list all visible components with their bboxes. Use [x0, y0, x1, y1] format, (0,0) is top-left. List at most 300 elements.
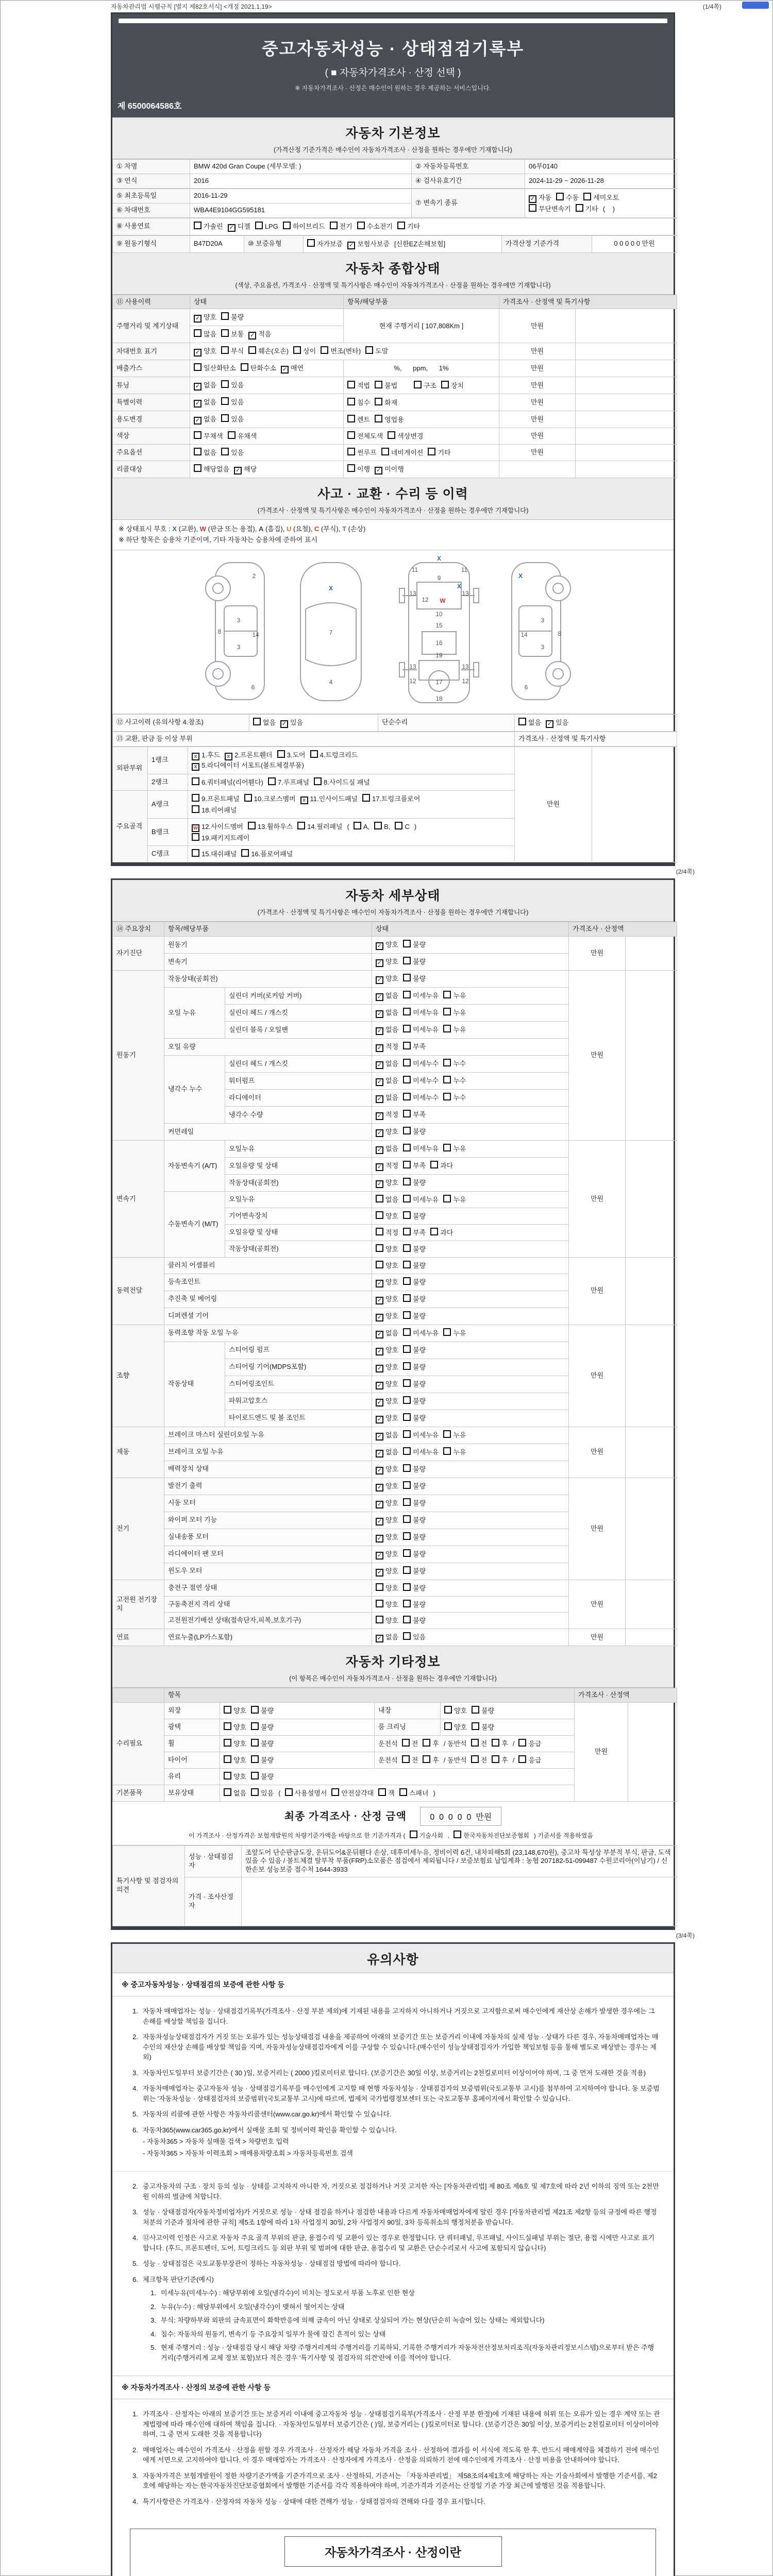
checkbox-unchecked[interactable]: 부식 [221, 346, 244, 356]
t-overall [112, 295, 677, 479]
checkbox-box-icon [403, 1464, 411, 1472]
checkbox-unchecked[interactable]: 3.도어 [277, 750, 306, 760]
inline-text: 운전석 [378, 1739, 398, 1748]
checkbox-checked[interactable]: ✓ 없음 [376, 1009, 398, 1018]
caution-list-c [112, 2399, 674, 2519]
checkbox-unchecked[interactable]: 없음 [518, 718, 541, 727]
checkbox-box-icon [518, 718, 526, 725]
checkbox-checked[interactable]: ✓ 적정 [376, 1162, 398, 1171]
note-number: 4. [132, 2497, 138, 2505]
checkbox-unchecked[interactable]: 전기 [330, 222, 352, 231]
checkbox-checked[interactable]: ✓ 없음 [376, 1026, 398, 1035]
checkbox-unchecked[interactable]: 기타 [576, 204, 598, 214]
checkbox-unchecked[interactable]: 영업용 [375, 415, 404, 425]
checkbox-box-icon [347, 381, 355, 388]
checkbox-unchecked[interactable]: 미세누유 [403, 1195, 439, 1205]
checkbox-unchecked[interactable]: 미세누수 [403, 1076, 439, 1086]
checkbox-unchecked[interactable]: 불량 [403, 1566, 426, 1576]
checkbox-checked[interactable]: ✓ 양호 [376, 1414, 398, 1423]
checkbox-unchecked[interactable]: 없음 [194, 448, 216, 457]
checkbox-unchecked[interactable]: 불량 [403, 1616, 426, 1625]
checkbox-unchecked[interactable]: 불량 [403, 1515, 426, 1525]
checkbox-checked[interactable]: ✓ 양호 [376, 1567, 398, 1577]
cell [372, 1158, 569, 1175]
cell: 파워고압호스 [225, 1393, 372, 1410]
checkbox-box-icon [251, 1706, 259, 1714]
checkbox-checked[interactable]: ✓ 적정 [376, 1043, 398, 1052]
checkbox-unchecked[interactable]: 이행 [347, 464, 370, 474]
cell [190, 360, 344, 377]
checkbox-checked[interactable]: ✓ 없음 [376, 1329, 398, 1338]
checkbox-unchecked[interactable]: 19.패키지트레이 [192, 833, 249, 843]
checkbox-checked[interactable]: ✓ 없음 [376, 1633, 398, 1642]
checkbox-unchecked[interactable]: 누유 [443, 1008, 466, 1018]
cell [188, 747, 515, 774]
checkbox-unchecked[interactable]: 하이브리드 [283, 222, 325, 231]
checkbox-unchecked[interactable]: 미세누유 [403, 1447, 439, 1457]
checkbox-unchecked[interactable]: 없음 [253, 718, 276, 727]
checkbox-unchecked[interactable]: 응급 [518, 1739, 541, 1749]
checkbox-box-icon [365, 346, 373, 354]
checkbox-box-icon [397, 222, 405, 229]
cell: 실린더 커버(로커암 커버) [225, 988, 372, 1005]
checkbox-unchecked[interactable]: 수소전기 [357, 222, 393, 231]
top-right-blue-badge[interactable] [742, 2, 769, 9]
checkbox-checked[interactable]: ✓ 양호 [376, 1516, 398, 1526]
checkbox-unchecked[interactable]: 후 [492, 1739, 508, 1749]
checkbox-unchecked[interactable]: 불량 [472, 1722, 494, 1732]
checkbox-unchecked[interactable]: 스패너 [399, 1788, 429, 1798]
checkbox-unchecked[interactable]: 응급 [518, 1755, 541, 1765]
checkbox-unchecked[interactable]: 유채색 [228, 431, 257, 441]
checkbox-checked[interactable]: ✓ 적정 [376, 1111, 398, 1120]
cell: 고전원전기배선 상태(접속단자,피복,보호기구) [164, 1613, 372, 1629]
checkbox-unchecked[interactable]: 있음 [221, 397, 244, 407]
checkbox-unchecked[interactable]: 과다 [430, 1161, 453, 1171]
checkbox-box-icon [403, 1481, 411, 1489]
checkbox-unchecked[interactable]: 후 [492, 1755, 508, 1765]
title-band-bar [119, 19, 667, 23]
final-price-band [112, 1802, 674, 1845]
checkbox-unchecked[interactable]: 양호 [224, 1739, 246, 1749]
cell [190, 445, 344, 461]
checkbox-checked[interactable]: ✓ 양호 [376, 975, 398, 984]
t-special [112, 1845, 677, 1927]
checkbox-unchecked[interactable]: 해당없음 [194, 464, 229, 474]
checkbox-unchecked[interactable]: 양호 [376, 1261, 398, 1270]
checkbox-box-icon [529, 204, 536, 212]
cell: 유리 [164, 1768, 220, 1785]
checkbox-checked[interactable]: ✓ 없음 [194, 381, 216, 391]
checkbox-unchecked[interactable]: 장치 [441, 381, 464, 391]
cell [372, 954, 569, 971]
checkbox-unchecked[interactable]: 8.사이드실 패널 [314, 777, 370, 787]
checkbox-checked[interactable]: x 11.인사이드패널 [300, 795, 358, 804]
checkbox-unchecked[interactable]: 미세누유 [403, 1025, 439, 1035]
checkbox-unchecked[interactable]: 세미오토 [583, 193, 619, 202]
diagram-label: W [439, 597, 446, 604]
checkbox-unchecked[interactable]: 안전삼각대 [331, 1788, 374, 1798]
checkbox-checked[interactable]: ✓ 미이행 [375, 465, 404, 474]
checkbox-checked[interactable]: x 2.프론트휀더 [225, 751, 273, 760]
checkbox-unchecked[interactable]: 13.휠하우스 [248, 822, 293, 832]
checkbox-unchecked[interactable]: 6.쿼터패널(리어휀다) [192, 777, 263, 787]
checkbox-box-icon [443, 1025, 451, 1032]
cell: 충전구 절연 상태 [164, 1580, 372, 1596]
note-number: 3. [132, 2208, 138, 2216]
cell: 커먼레일 [164, 1124, 372, 1141]
exchange-header-row [112, 732, 674, 747]
cell: 가격조사 · 산정액 및 특기사항 [515, 732, 677, 746]
cell [372, 1090, 569, 1107]
checkbox-unchecked[interactable]: 네비게이션 [381, 448, 424, 457]
checkbox-unchecked[interactable]: 무단변속기 [529, 204, 571, 214]
checkbox-unchecked[interactable]: 불량 [403, 1481, 426, 1491]
cell [242, 1877, 677, 1926]
checkbox-unchecked[interactable]: 썬루프 [347, 448, 377, 457]
checkbox-unchecked[interactable]: 불량 [251, 1706, 274, 1716]
checkbox-checked[interactable]: ✓ 양호 [376, 1397, 398, 1406]
checkbox-unchecked[interactable]: B, [374, 822, 390, 832]
checkbox-unchecked[interactable]: 양호 [224, 1755, 246, 1765]
checkbox-checked[interactable]: ✓ 양호 [194, 313, 216, 323]
checkbox-unchecked[interactable]: 불량 [403, 957, 426, 967]
cell: 제동 [113, 1427, 164, 1478]
checkbox-checked[interactable]: ✓ 매연 [281, 364, 304, 374]
checkbox-unchecked[interactable]: A, [354, 822, 369, 832]
cell: 동력조향 작동 오일 누유 [164, 1325, 372, 1342]
checkbox-unchecked[interactable]: 색상변경 [388, 431, 423, 441]
cell [626, 971, 677, 1141]
checkbox-checked[interactable]: x 5.라디에이터 서포트(볼트체결부품) [192, 761, 304, 771]
checkbox-box-icon [321, 346, 328, 354]
checkbox-unchecked[interactable]: 적정 [376, 1228, 398, 1238]
checkbox-unchecked[interactable]: 불량 [403, 1178, 426, 1188]
cell: 실린더 블록 / 오일팬 [225, 1022, 372, 1039]
note-sub-number: 2. [150, 2302, 156, 2311]
checkbox-unchecked[interactable]: 기타 [428, 448, 450, 457]
checkbox-checked[interactable]: ✓ 양호 [376, 1363, 398, 1372]
car-diagram-svg [130, 553, 656, 708]
checkbox-unchecked[interactable]: 불량 [403, 1549, 426, 1559]
checkbox-unchecked[interactable]: 양호 [376, 1583, 398, 1593]
cell [344, 428, 499, 445]
checkbox-unchecked[interactable]: 불량 [403, 1211, 426, 1221]
checkbox-checked[interactable]: ✓ 없음 [376, 992, 398, 1001]
checkbox-box-icon: ✓ [376, 1365, 383, 1372]
panel-rank-table [112, 747, 674, 863]
mark-legend-line2: ※ 하단 항목은 승용차 기준이며, 기타 자동차는 승용차에 준하여 표시 [119, 536, 318, 544]
checkbox-unchecked[interactable]: 자가보증 [307, 239, 343, 249]
page-1 [111, 12, 675, 866]
checkbox-unchecked[interactable]: 14.필러패널 [297, 822, 342, 832]
checkbox-checked[interactable]: ✓ 양호 [376, 1179, 398, 1188]
checkbox-box-icon [471, 1755, 479, 1763]
checkbox-unchecked[interactable]: 누유 [443, 991, 466, 1001]
checkbox-unchecked[interactable]: 미세누유 [403, 1144, 439, 1154]
note-text: 자동차 매매업자는 성능 · 상태점검기록부(가격조사 · 산정 부분 제외)에 기재된 내용을 고지하지 아니하거나 거짓으로 고지함으로써 매수인에게 재산상 손해가 발생한 경우에는 그 손해를 배상할 책임을 집니다. [143, 2007, 655, 2025]
checkbox-box-icon: ✓ [376, 1635, 383, 1642]
checkbox-unchecked[interactable]: 잭 [378, 1788, 395, 1798]
detail-state-table [112, 922, 674, 1646]
cell: 만원 [569, 1427, 626, 1478]
checkbox-checked[interactable]: ✓ 양호 [194, 347, 216, 357]
checkbox-unchecked[interactable]: 18.리어패널 [192, 805, 237, 815]
checkbox-checked[interactable]: w 12.사이드멤버 [192, 823, 243, 832]
checkbox-unchecked[interactable]: 불량 [221, 312, 244, 322]
checkbox-checked[interactable]: ✓ 양호 [376, 1295, 398, 1304]
checkbox-unchecked[interactable]: 7.루프패널 [268, 777, 309, 787]
checkbox-unchecked[interactable]: 불량 [403, 1464, 426, 1474]
checkbox-unchecked[interactable]: 화재 [375, 398, 397, 408]
checkbox-unchecked[interactable]: 양호 [444, 1706, 467, 1716]
checkbox-checked[interactable]: ✓ 양호 [376, 1482, 398, 1492]
section-accident-title: 사고 · 교환 · 수리 등 이력 [317, 487, 468, 502]
cell [576, 394, 677, 411]
checkbox-unchecked[interactable]: 부족 [403, 1228, 426, 1238]
checkbox-checked[interactable]: ✓ 양호 [376, 1533, 398, 1543]
checkbox-checked[interactable]: ✓ 없음 [376, 1145, 398, 1154]
checkbox-checked[interactable]: ✓ 적음 [248, 330, 271, 340]
checkbox-unchecked[interactable]: 전 [471, 1739, 488, 1749]
checkbox-unchecked[interactable]: 일산화탄소 [194, 363, 236, 373]
checkbox-checked[interactable]: ✓ 양호 [376, 1380, 398, 1389]
cell: 2024-11-29 ~ 2026-11-28 [525, 174, 677, 188]
checkbox-unchecked[interactable]: 불법 [375, 381, 397, 391]
checkbox-box-icon [423, 1755, 430, 1763]
checkbox-unchecked[interactable]: 양호 [376, 1244, 398, 1254]
page-gap-2 [0, 1930, 773, 1942]
inline-text: / [512, 1756, 515, 1764]
checkbox-unchecked[interactable]: 미세누유 [403, 1328, 439, 1338]
checkbox-unchecked[interactable]: 미세누유 [403, 991, 439, 1001]
checkbox-box-icon [228, 431, 236, 439]
checkbox-box-icon [347, 431, 355, 439]
checkbox-unchecked[interactable]: LPG [255, 222, 278, 231]
checkbox-unchecked[interactable]: 불량 [403, 1498, 426, 1508]
checkbox-unchecked[interactable]: 불량 [403, 1396, 426, 1406]
note-item [126, 2409, 660, 2439]
checkbox-unchecked[interactable]: C [395, 822, 409, 832]
checkbox-unchecked[interactable]: 탄화수소 [241, 363, 276, 373]
checkbox-checked[interactable]: ✓ 디젤 [228, 223, 250, 232]
checkbox-unchecked[interactable]: 있음 [251, 1788, 274, 1798]
checkbox-unchecked[interactable]: 누유 [443, 1195, 466, 1205]
checkbox-unchecked[interactable]: 불량 [403, 974, 426, 984]
checkbox-unchecked[interactable]: 미세누유 [403, 1430, 439, 1440]
checkbox-unchecked[interactable]: 적법 [347, 381, 370, 391]
checkbox-unchecked[interactable]: 부족 [403, 1161, 426, 1171]
checkbox-unchecked[interactable]: 누유 [443, 1025, 466, 1035]
checkbox-unchecked[interactable]: 침수 [347, 398, 370, 408]
cell [372, 1274, 569, 1291]
checkbox-unchecked[interactable]: 양호 [376, 1600, 398, 1609]
checkbox-unchecked[interactable]: 불량 [251, 1722, 274, 1732]
checkbox-checked[interactable]: ✓ 보험사보증 [347, 240, 390, 249]
checkbox-unchecked[interactable]: 누유 [443, 1144, 466, 1154]
checkbox-box-icon [403, 1008, 411, 1015]
checkbox-unchecked[interactable]: 불량 [251, 1772, 274, 1782]
cell: 광택 [164, 1719, 220, 1736]
checkbox-unchecked[interactable]: 렌트 [347, 415, 370, 425]
checkbox-unchecked[interactable]: 불량 [403, 1294, 426, 1304]
checkbox-unchecked[interactable]: 4.트렁크리드 [310, 750, 358, 760]
checkbox-unchecked[interactable]: 구조 [414, 381, 436, 391]
checkbox-unchecked[interactable]: 불량 [403, 1600, 426, 1609]
checkbox-unchecked[interactable]: 한국자동차진단보증협회 [453, 1831, 529, 1840]
checkbox-unchecked[interactable]: 불량 [403, 1127, 426, 1137]
checkbox-unchecked[interactable]: 불량 [403, 1583, 426, 1593]
checkbox-unchecked[interactable]: 기타 [397, 222, 420, 231]
checkbox-unchecked[interactable]: 없음 [376, 1195, 398, 1205]
checkbox-unchecked[interactable]: 전 [402, 1755, 418, 1765]
checkbox-unchecked[interactable]: 누수 [443, 1059, 466, 1069]
cell [576, 360, 677, 377]
checkbox-unchecked[interactable]: 불량 [403, 1261, 426, 1270]
checkbox-unchecked[interactable]: 사용설명서 [285, 1788, 327, 1798]
checkbox-unchecked[interactable]: 후 [423, 1755, 439, 1765]
checkbox-checked[interactable]: ✓ 없음 [376, 1431, 398, 1440]
checkbox-unchecked[interactable]: 있음 [221, 448, 244, 457]
checkbox-unchecked[interactable]: 불량 [403, 1379, 426, 1389]
checkbox-unchecked[interactable]: 16.플로어패널 [241, 849, 293, 859]
checkbox-unchecked[interactable]: 불량 [403, 1362, 426, 1372]
checkbox-unchecked[interactable]: 17.트렁크플로어 [362, 794, 420, 804]
checkbox-checked[interactable]: ✓ 없음 [376, 1077, 398, 1086]
checkbox-unchecked[interactable]: 불량 [251, 1739, 274, 1749]
checkbox-checked[interactable]: ✓ 자동 [529, 194, 551, 203]
checkbox-checked[interactable]: ✓ 없음 [376, 1448, 398, 1458]
checkbox-box-icon [293, 346, 301, 354]
checkbox-checked[interactable]: ✓ 양호 [376, 1278, 398, 1287]
checkbox-checked[interactable]: ✓ 해당 [234, 465, 257, 474]
checkbox-unchecked[interactable]: 불량 [403, 1413, 426, 1423]
checkbox-unchecked[interactable]: 미세누유 [403, 1008, 439, 1018]
checkbox-unchecked[interactable]: 과다 [430, 1228, 453, 1238]
checkbox-unchecked[interactable]: 15.대쉬패널 [192, 849, 237, 859]
checkbox-unchecked[interactable]: 양호 [444, 1722, 467, 1732]
checkbox-box-icon [430, 1161, 438, 1168]
checkbox-unchecked[interactable]: 불량 [403, 1532, 426, 1542]
checkbox-unchecked[interactable]: 변조(변타) [321, 346, 361, 356]
checkbox-unchecked[interactable]: 전 [402, 1739, 418, 1749]
checkbox-box-icon: ✓ [376, 1163, 383, 1171]
checkbox-unchecked[interactable]: 양호 [224, 1706, 246, 1716]
note-text: 매매업자는 매수인이 가격조사 · 산정을 원할 경우 가격조사 · 산정자가 해당 자동차 가격을 조사 · 산정하여 결과를 이 서식에 적도록 한 후, 반드시 매매계약을 체결하기 전에 매수인에게 서면으로 고지하여야 합니다. 이 경우 매매업자는 가격조사 · 산정자에게 가격조사 · 산정을 의뢰하기 전에 매수인에게 가격조사 · 산정 비용을 안내하여야 합니다. [143, 2446, 660, 2464]
cell: 만원 [569, 971, 626, 1141]
checkbox-unchecked[interactable]: 누수 [443, 1093, 466, 1103]
checkbox-unchecked[interactable]: 양호 [376, 1211, 398, 1221]
checkbox-box-icon [403, 1616, 411, 1623]
checkbox-unchecked[interactable]: 불량 [403, 1277, 426, 1287]
checkbox-box-icon [251, 1722, 259, 1730]
checkbox-checked[interactable]: ✓ 있음 [546, 719, 568, 728]
checkbox-box-icon [492, 1739, 499, 1747]
checkbox-unchecked[interactable]: 도말 [365, 346, 388, 356]
checkbox-unchecked[interactable]: 양호 [224, 1772, 246, 1782]
checkbox-checked[interactable]: ✓ 없음 [376, 1060, 398, 1069]
checkbox-unchecked[interactable]: 불량 [403, 940, 426, 950]
checkbox-checked[interactable]: ✓ 없음 [376, 1094, 398, 1103]
price-definition-title: 자동차가격조사 · 산정이란 [284, 2536, 502, 2567]
checkbox-unchecked[interactable]: 많음 [194, 329, 216, 339]
checkbox-checked[interactable]: ✓ 양호 [376, 1550, 398, 1560]
checkbox-checked[interactable]: ✓ 없음 [194, 398, 216, 408]
checkbox-box-icon [241, 849, 249, 857]
checkbox-unchecked[interactable]: 무채색 [194, 431, 223, 441]
checkbox-unchecked[interactable]: 양호 [224, 1722, 246, 1732]
checkbox-checked[interactable]: ✓ 양호 [376, 1465, 398, 1475]
checkbox-checked[interactable]: ✓ 양호 [376, 1128, 398, 1137]
checkbox-unchecked[interactable]: 기술사회 [410, 1831, 443, 1840]
cell [190, 343, 499, 360]
checkbox-unchecked[interactable]: 부족 [403, 1042, 426, 1052]
checkbox-unchecked[interactable]: 수동 [556, 193, 579, 202]
checkbox-checked[interactable]: ✓ 있음 [280, 719, 303, 728]
checkbox-checked[interactable]: ✓ 양호 [376, 1346, 398, 1355]
checkbox-unchecked[interactable]: 있음 [221, 414, 244, 424]
checkbox-unchecked[interactable]: 가솔린 [194, 222, 223, 231]
checkbox-unchecked[interactable]: 불량 [403, 1244, 426, 1254]
cell: 라디에이터 [225, 1090, 372, 1107]
checkbox-unchecked[interactable]: 전체도색 [347, 431, 383, 441]
inline-text: ( [278, 1789, 281, 1797]
checkbox-unchecked[interactable]: 불량 [403, 1311, 426, 1321]
checkbox-box-icon: w [192, 824, 199, 832]
checkbox-unchecked[interactable]: 누수 [443, 1076, 466, 1086]
checkbox-box-icon [403, 1076, 411, 1083]
checkbox-checked[interactable]: ✓ 양호 [376, 958, 398, 967]
checkbox-unchecked[interactable]: 불량 [251, 1755, 274, 1765]
checkbox-unchecked[interactable]: 누유 [443, 1328, 466, 1338]
checkbox-unchecked[interactable]: 상이 [293, 346, 316, 356]
checkbox-box-icon: ✓ [376, 1095, 383, 1103]
checkbox-checked[interactable]: x 1.후드 [192, 751, 220, 760]
checkbox-box-icon [347, 415, 355, 422]
cell: 가격산정 기준가격 [502, 235, 592, 252]
checkbox-unchecked[interactable]: 불량 [403, 1345, 426, 1355]
checkbox-unchecked[interactable]: 훼손(오손) [248, 346, 289, 356]
checkbox-unchecked[interactable]: 미세누수 [403, 1059, 439, 1069]
cell [626, 1141, 677, 1258]
checkbox-unchecked[interactable]: 누유 [443, 1447, 466, 1457]
checkbox-unchecked[interactable]: 전 [471, 1755, 488, 1765]
checkbox-checked[interactable]: ✓ 양호 [376, 1499, 398, 1509]
checkbox-checked[interactable]: ✓ 양호 [376, 1312, 398, 1321]
cell: 디퍼렌셜 기어 [164, 1308, 372, 1325]
checkbox-unchecked[interactable]: 9.프론트패널 [192, 794, 240, 804]
checkbox-unchecked[interactable]: 후 [423, 1739, 439, 1749]
checkbox-unchecked[interactable]: 보통 [221, 329, 244, 339]
checkbox-unchecked[interactable]: 미세누수 [403, 1093, 439, 1103]
checkbox-box-icon [388, 431, 395, 439]
cell [372, 988, 569, 1005]
checkbox-unchecked[interactable]: 누유 [443, 1430, 466, 1440]
checkbox-unchecked[interactable]: 불량 [472, 1706, 494, 1716]
inline-text: ) [433, 1789, 435, 1797]
checkbox-unchecked[interactable]: 있음 [221, 380, 244, 390]
checkbox-unchecked[interactable]: 없음 [224, 1788, 246, 1798]
checkbox-checked[interactable]: ✓ 양호 [376, 941, 398, 950]
checkbox-unchecked[interactable]: 10.크로스멤버 [244, 794, 296, 804]
t-other [112, 1688, 677, 1801]
checkbox-unchecked[interactable]: 양호 [376, 1616, 398, 1625]
diagram-label: 17 [435, 678, 443, 686]
cell: %, ppm, 1% [344, 360, 499, 377]
checkbox-checked[interactable]: ✓ 없음 [194, 415, 216, 425]
checkbox-unchecked[interactable]: 부족 [403, 1110, 426, 1120]
checkbox-unchecked[interactable]: 있음 [403, 1632, 426, 1642]
